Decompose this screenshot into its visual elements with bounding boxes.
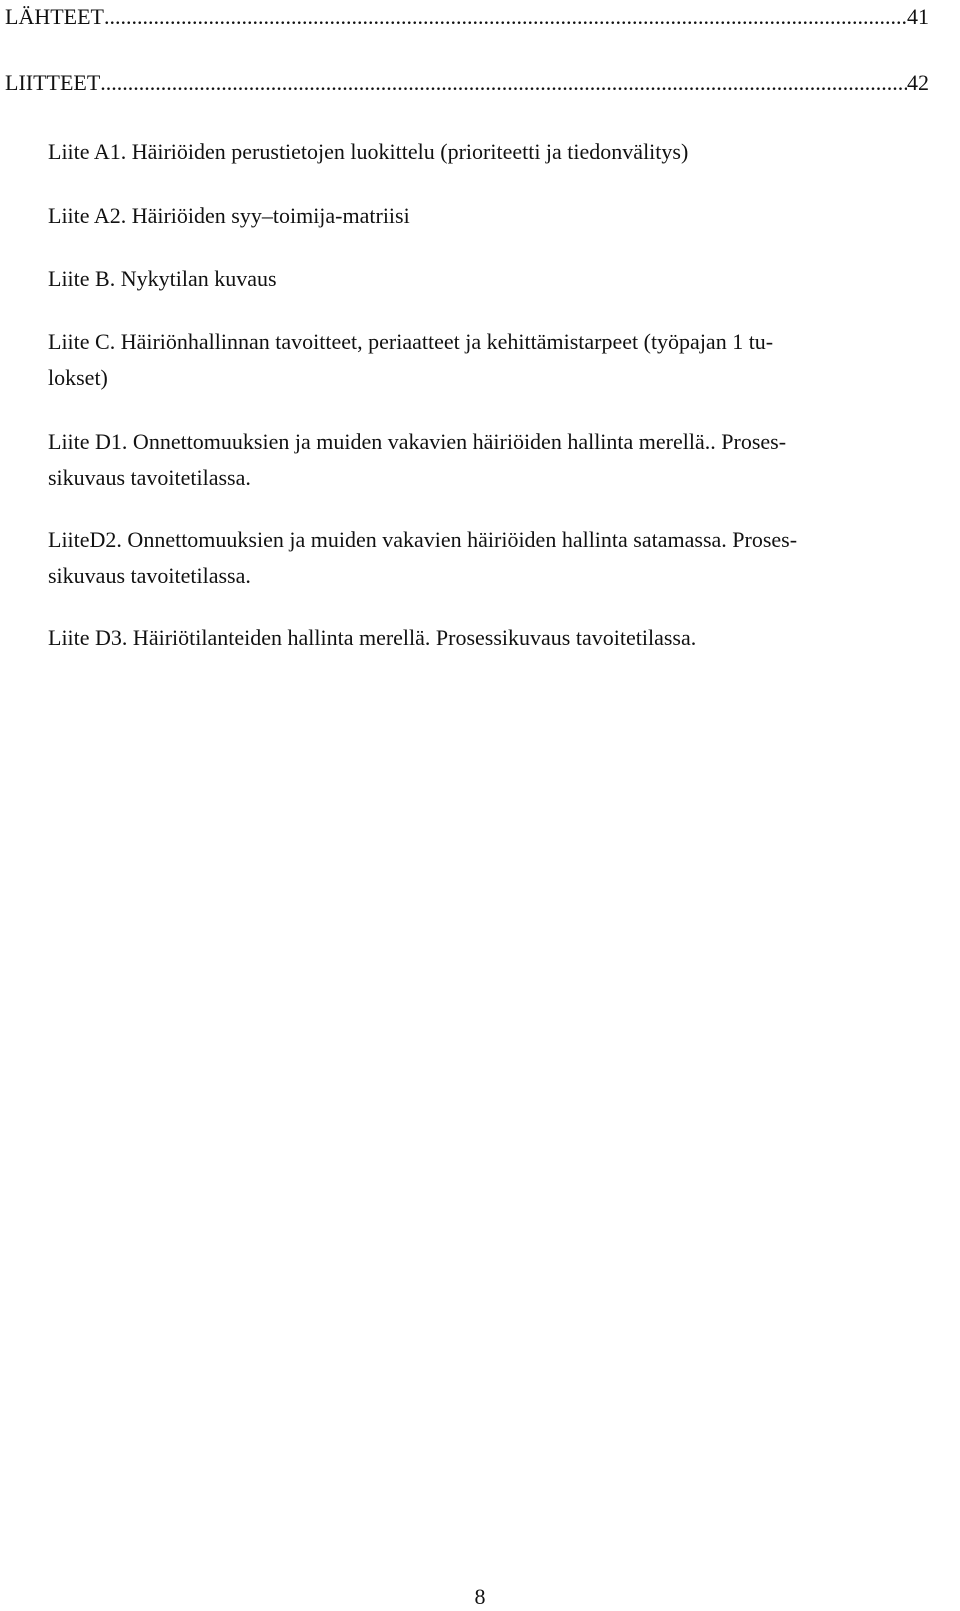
toc-page-number: 42 [907, 70, 929, 95]
toc-label: LÄHTEET [5, 4, 104, 29]
toc-label: LIITTEET [5, 70, 101, 95]
appendix-a1: Liite A1. Häiriöiden perustietojen luokittelu (prioriteetti ja tiedonvälitys) [48, 139, 689, 164]
appendix-d3: Liite D3. Häiriötilanteiden hallinta merellä. Prosessikuvaus tavoitetilassa. [48, 625, 697, 650]
appendix-c: Liite C. Häiriönhallinnan tavoitteet, periaatteet ja kehittämistarpeet (työpajan 1 tu- lokset) [48, 329, 774, 390]
appendix-d1: Liite D1. Onnettomuuksien ja muiden vakavien häiriöiden hallinta merellä.. Proses- sikuvaus tavoitetilassa. [48, 429, 787, 490]
toc-entry-liitteet [5, 70, 929, 96]
page-number: 8 [474, 1584, 486, 1609]
appendix-a2: Liite A2. Häiriöiden syy–toimija-matriisi [48, 203, 410, 228]
toc-entry-lahteet [5, 4, 929, 30]
toc-page-number: 41 [907, 4, 929, 29]
appendix-d2: LiiteD2. Onnettomuuksien ja muiden vakavien häiriöiden hallinta satamassa. Proses- sikuvaus tavoitetilassa. [48, 527, 798, 588]
dot-leader [100, 70, 907, 96]
dot-leader [104, 4, 907, 30]
appendix-b: Liite B. Nykytilan kuvaus [48, 266, 277, 291]
